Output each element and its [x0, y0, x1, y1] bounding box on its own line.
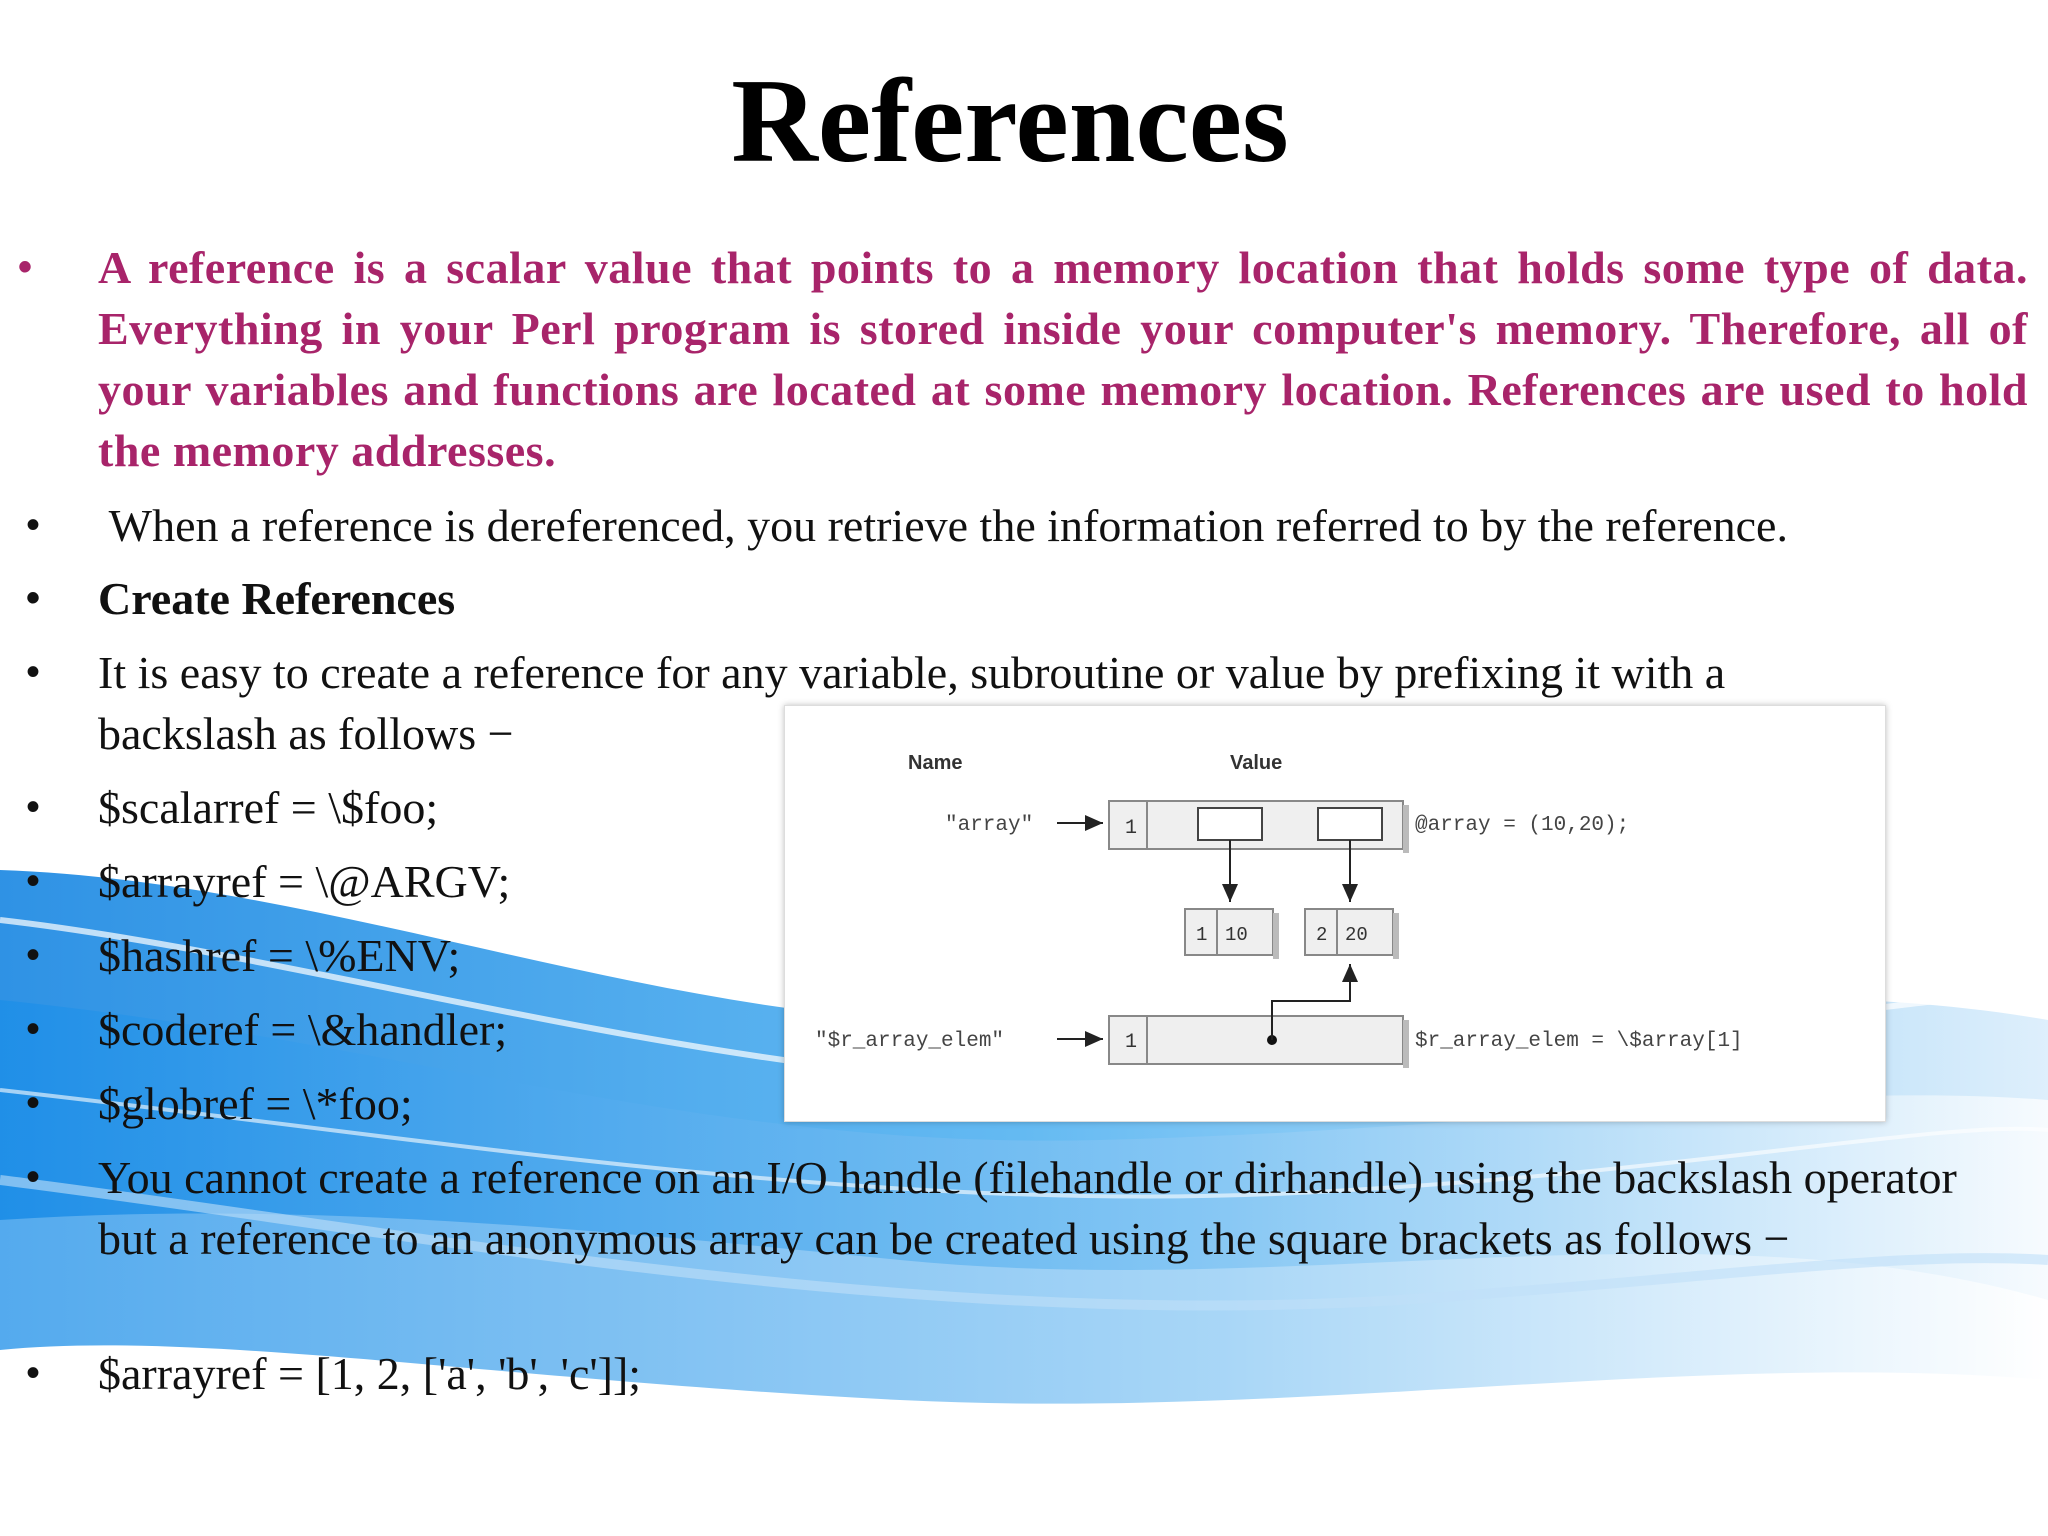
bullet-marker: • — [25, 1155, 40, 1199]
bullet-marker: • — [25, 785, 40, 829]
bullet-text: It is easy to create a reference for any variable, subroutine or value by prefixing it with a backslash as follows − — [98, 647, 1726, 759]
bullet-text: When a reference is dereferenced, you retrieve the information referred to by the reference. — [98, 500, 1788, 551]
bullet-marker: • — [25, 650, 40, 694]
bullet-marker: • — [25, 1081, 40, 1125]
bullet-marker: • — [25, 1007, 40, 1051]
bullet-create-references-heading — [25, 568, 2028, 629]
bullet-marker: • — [25, 933, 40, 977]
bullet-text: $globref = \*foo; — [98, 1078, 413, 1129]
bullet-marker: • — [18, 245, 33, 289]
bullet-intro — [18, 237, 2028, 481]
bullet-text: $coderef = \&handler; — [98, 1004, 508, 1055]
bullet-text: A reference is a scalar value that points to a memory location that holds some type of data. Everything in your Perl program is stored inside your computer's memory. Therefore, all of your variables and functions are located at some memory location. References are used to hold the memory addresses. — [98, 242, 2028, 476]
array-slot-2 — [1318, 808, 1382, 840]
bullet-text: $arrayref = [1, 2, ['a', 'b', 'c']]; — [98, 1348, 642, 1399]
bullet-marker: • — [25, 859, 40, 903]
bullet-io-handle — [25, 1147, 1958, 1269]
ref-name-label: "$r_array_elem" — [815, 1030, 1005, 1053]
reference-diagram-svg — [785, 706, 1885, 1121]
element2-refcount: 2 — [1316, 924, 1328, 946]
array-slot-1 — [1198, 808, 1262, 840]
array-refcount: 1 — [1125, 817, 1138, 840]
reference-box-shadow — [1403, 1020, 1409, 1068]
reference-diagram — [784, 705, 1886, 1122]
element1-refcount: 1 — [1196, 924, 1208, 946]
ref-code-label: $r_array_elem = \$array[1] — [1415, 1030, 1743, 1053]
bullet-dereference — [25, 495, 2028, 556]
bullet-marker: • — [25, 1351, 40, 1395]
element1-value: 10 — [1225, 924, 1248, 946]
bullet-text: $hashref = \%ENV; — [98, 930, 461, 981]
element-box-20-shadow — [1393, 913, 1399, 959]
element2-value: 20 — [1345, 924, 1368, 946]
bullet-marker: • — [25, 503, 40, 547]
reference-refcount: 1 — [1125, 1031, 1138, 1054]
array-box-shadow — [1403, 805, 1409, 853]
bullet-text: $scalarref = \$foo; — [98, 782, 439, 833]
reference-box — [1109, 1016, 1403, 1064]
bullet-text: You cannot create a reference on an I/O handle (filehandle or dirhandle) using the backslash operator but a reference to an anonymous array can be created using the square brackets as follows − — [98, 1152, 1957, 1264]
bullet-text: $arrayref = \@ARGV; — [98, 856, 511, 907]
value-column-header: Value — [1230, 752, 1283, 774]
element-box-10-shadow — [1273, 913, 1279, 959]
bullet-marker: • — [25, 576, 40, 620]
bullet-text: Create References — [98, 573, 456, 624]
name-column-header: Name — [908, 752, 963, 774]
array-name-label: "array" — [945, 814, 1034, 837]
bullet-anonymous-arrayref — [25, 1343, 2028, 1404]
array-code-label: @array = (10,20); — [1415, 814, 1630, 837]
slide-title: References — [731, 54, 1289, 187]
